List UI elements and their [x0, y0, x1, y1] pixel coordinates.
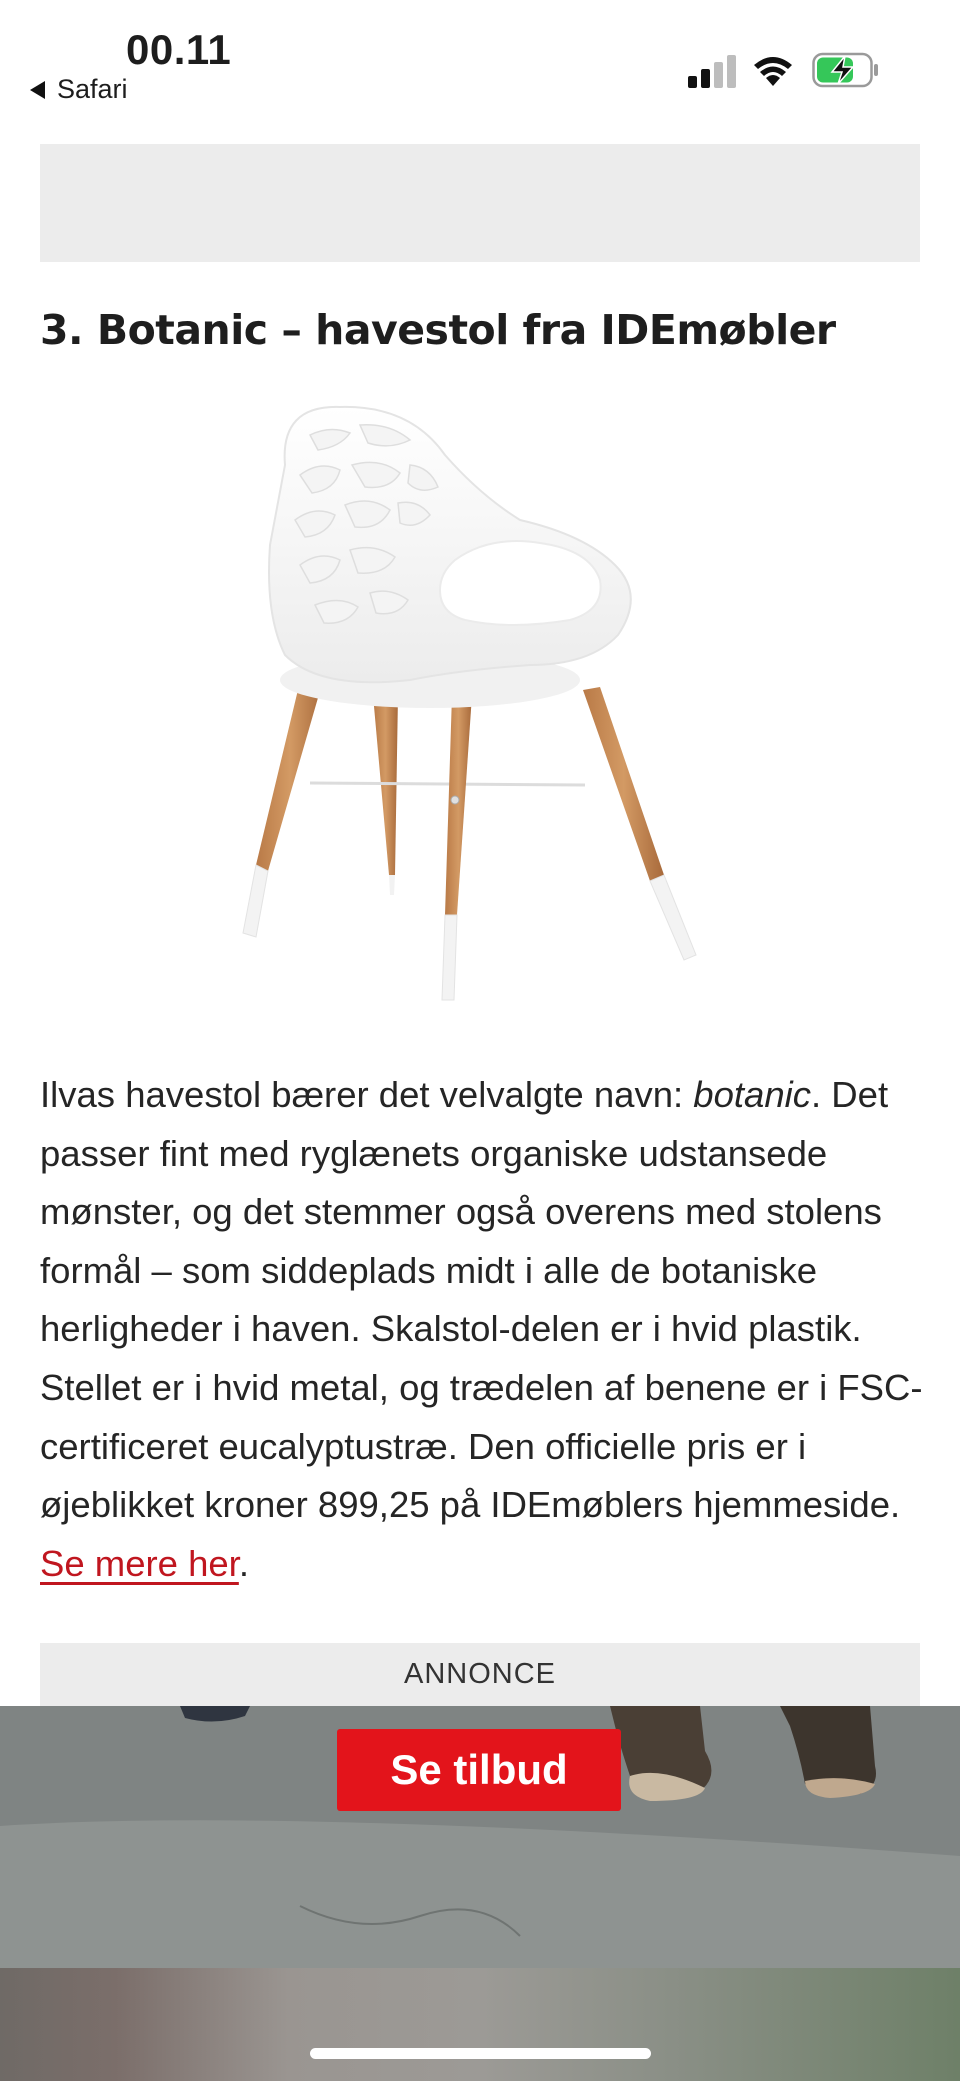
article-paragraph	[40, 1066, 930, 1593]
cellular-signal-icon	[688, 56, 738, 88]
paragraph-text-2: . Det passer fint med ryglænets organiske udstansede mønster, og det stemmer også overens med stolens formål – som siddeplads midt i alle de botaniske herligheder i haven. Skalstol-delen er i hvid plastik. Stellet er i hvid metal, og trædelen af benene er i FSC-certificeret eucalyptustræ. Den officielle pris er i øjeblikket kroner 899,25 på IDEmøblers hjemmeside.	[40, 1074, 923, 1526]
home-indicator[interactable]	[310, 2048, 651, 2059]
back-arrow-icon	[30, 81, 45, 99]
battery-charging-icon	[812, 52, 880, 88]
article-heading: 3. Botanic – havestol fra IDEmøbler	[40, 306, 836, 354]
wifi-icon	[752, 54, 794, 88]
bottom-browser-bar	[0, 1968, 960, 2081]
status-bar	[0, 0, 960, 120]
paragraph-emphasis: botanic	[693, 1074, 811, 1115]
see-offer-button[interactable]: Se tilbud	[337, 1729, 621, 1811]
ad-label: ANNONCE	[40, 1643, 920, 1706]
paragraph-end: .	[238, 1542, 249, 1584]
chair-product-image	[240, 395, 720, 1015]
paragraph-text-1: Ilvas havestol bærer det velvalgte navn:	[40, 1074, 694, 1115]
back-to-safari-button[interactable]	[30, 74, 128, 105]
see-more-link[interactable]: Se mere her	[40, 1542, 239, 1584]
ad-placeholder-top	[40, 144, 920, 262]
status-time: 00.11	[126, 26, 232, 73]
back-app-label: Safari	[57, 74, 128, 104]
